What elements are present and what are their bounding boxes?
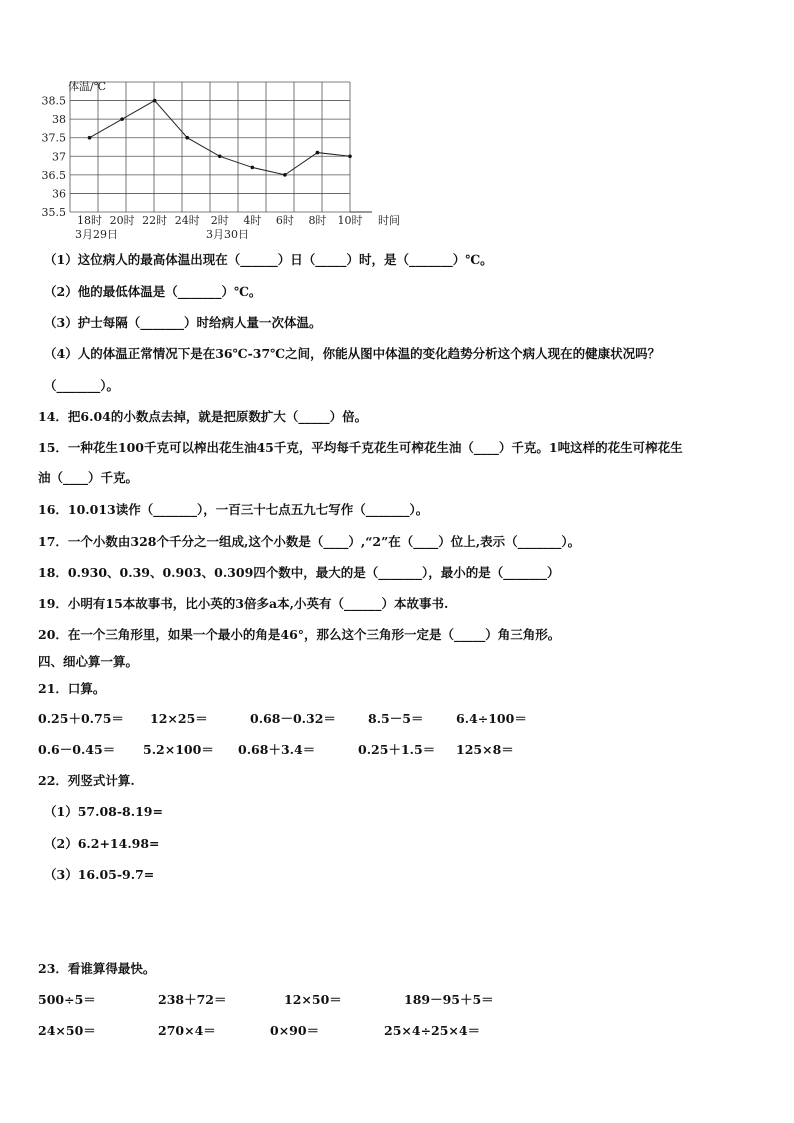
date-label-mar30: 3月30日	[206, 228, 249, 241]
y-tick-label: 37	[52, 150, 66, 164]
x-tick-label: 22时	[142, 214, 168, 227]
q21-r2-c3: 0.68＋3.4＝	[238, 742, 316, 757]
temperature-line-chart	[30, 72, 430, 247]
q13-part4: （4）人的体温正常情况下是在36℃-37℃之间，你能从图中体温的变化趋势分析这个病人现在的健康状况吗？	[44, 346, 661, 361]
y-tick-label: 38	[52, 113, 66, 127]
data-point	[218, 154, 222, 158]
question-15-line1: 15．一种花生100千克可以榨出花生油45千克，平均每千克花生可榨花生油（____）千克。1吨这样的花生可榨花生	[38, 440, 683, 455]
section-4-heading: 四、细心算一算。	[38, 654, 139, 669]
q13-part1: （1）这位病人的最高体温出现在（______）日（_____）时，是（_______）℃。	[44, 252, 493, 267]
y-tick-label: 36	[52, 187, 66, 201]
q22-item-1: （1）57.08-8.19=	[44, 804, 163, 819]
data-point	[153, 99, 157, 103]
q22-item-2: （2）6.2+14.98=	[44, 836, 160, 851]
question-19: 19．小明有15本故事书，比小英的3倍多a本,小英有（______）本故事书.	[38, 596, 449, 611]
x-axis-label: 时间	[378, 214, 400, 227]
q21-r1-c1: 0.25＋0.75＝	[38, 711, 124, 726]
date-label-mar29: 3月29日	[75, 228, 118, 241]
q23-r2-c1: 24×50＝	[38, 1023, 96, 1038]
question-20: 20．在一个三角形里，如果一个最小的角是46°，那么这个三角形一定是（_____）角三角形。	[38, 627, 561, 642]
data-point	[251, 166, 255, 170]
y-tick-labels	[42, 95, 67, 219]
q13-part2: （2）他的最低体温是（_______）℃。	[44, 284, 262, 299]
question-23-title: 23．看谁算得最快。	[38, 961, 156, 976]
q21-r1-c4: 8.5－5＝	[368, 711, 424, 726]
x-tick-labels	[77, 213, 362, 227]
data-point	[316, 151, 320, 155]
x-tick-label: 8时	[308, 214, 327, 227]
question-16: 16．10.013读作（_______），一百三十七点五九七写作（_______）。	[38, 502, 429, 517]
x-tick-label: 24时	[174, 214, 200, 227]
q13-part4-answer: （_______）。	[44, 378, 120, 393]
x-tick-label: 10时	[337, 214, 363, 227]
x-tick-label: 18时	[77, 214, 103, 227]
q21-r2-c4: 0.25＋1.5＝	[358, 742, 436, 757]
q23-r1-c2: 238＋72＝	[158, 992, 227, 1007]
q21-r2-c2: 5.2×100＝	[143, 742, 214, 757]
data-point	[88, 136, 92, 140]
y-axis-label: 体温/℃	[68, 80, 107, 93]
data-point	[283, 173, 287, 177]
y-tick-label: 37.5	[41, 131, 66, 145]
x-tick-label: 2时	[210, 214, 229, 227]
q23-r1-c3: 12×50＝	[284, 992, 342, 1007]
x-tick-label: 4时	[243, 214, 262, 227]
q23-r2-c4: 25×4÷25×4＝	[384, 1023, 481, 1038]
q21-r2-c5: 125×8＝	[456, 742, 514, 757]
data-point	[120, 117, 124, 121]
q23-r1-c1: 500÷5＝	[38, 992, 96, 1007]
question-17: 17．一个小数由328个千分之一组成,这个小数是（____）,“2”在（____）位上,表示（_______）。	[38, 534, 581, 549]
q23-r2-c3: 0×90＝	[270, 1023, 320, 1038]
data-point	[185, 136, 189, 140]
q21-r1-c3: 0.68－0.32＝	[250, 711, 336, 726]
x-tick-label: 6时	[275, 214, 294, 227]
q23-r1-c4: 189－95＋5＝	[404, 992, 494, 1007]
question-18: 18．0.930、0.39、0.903、0.309四个数中，最大的是（_______），最小的是（_______）	[38, 565, 560, 580]
x-tick-label: 20时	[109, 214, 135, 227]
q22-item-3: （3）16.05-9.7=	[44, 867, 155, 882]
question-14: 14．把6.04的小数点去掉，就是把原数扩大（_____）倍。	[38, 409, 368, 424]
y-tick-label: 38.5	[41, 94, 66, 108]
q21-r1-c5: 6.4÷100＝	[456, 711, 527, 726]
q21-r2-c1: 0.6－0.45＝	[38, 742, 116, 757]
q21-r1-c2: 12×25＝	[150, 711, 208, 726]
y-tick-label: 35.5	[41, 206, 66, 219]
question-21-title: 21．口算。	[38, 681, 106, 696]
data-point	[348, 154, 352, 158]
q23-r2-c2: 270×4＝	[158, 1023, 216, 1038]
chart-grid	[70, 82, 372, 212]
y-tick-label: 36.5	[41, 168, 66, 182]
q13-part3: （3）护士每隔（_______）时给病人量一次体温。	[44, 315, 322, 330]
question-22-title: 22．列竖式计算.	[38, 773, 135, 788]
question-15-line2: 油（____）千克。	[38, 470, 139, 485]
